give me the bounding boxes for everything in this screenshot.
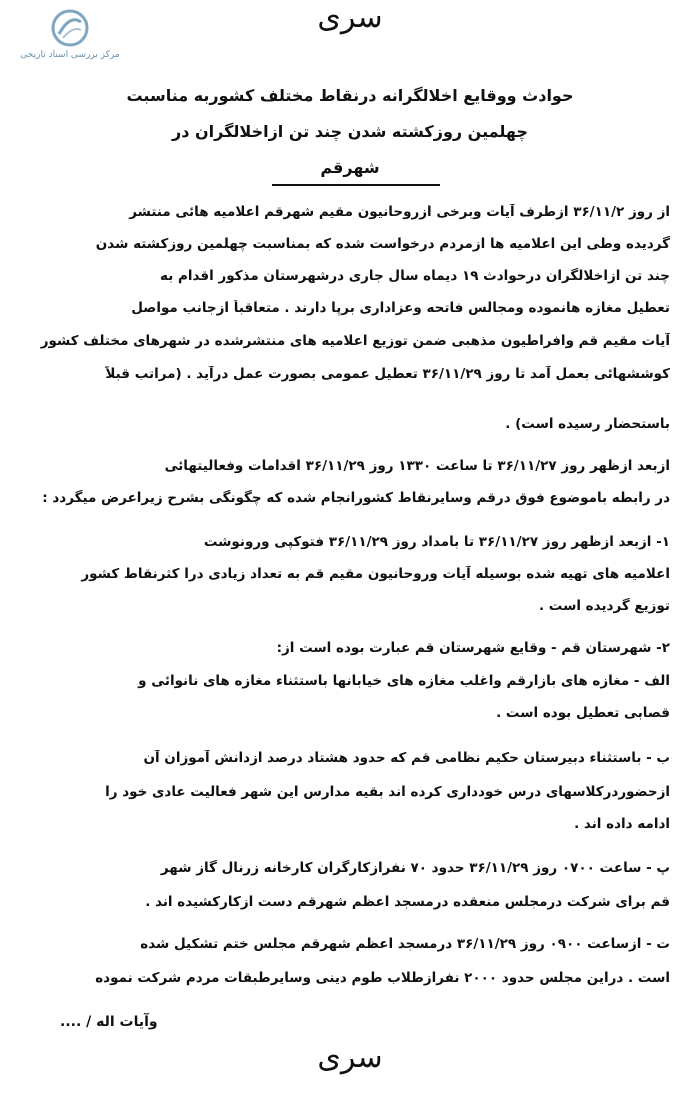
body-line: قصابی تعطیل بوده است . [496,705,670,721]
body-line: باستحضار رسیده است) . [505,416,670,432]
body-line: توزیع گردیده است . [538,598,670,614]
body-line: گردیده وطی این اعلامیه ها ازمردم درخواست شده که بمناسبت چهلمین روزکشته شدن [95,236,670,252]
body-line: تعطیل مغازه هانموده ومجالس فاتحه وعزاداری برپا دارند . متعاقباً ازجانب مواصل [131,300,670,316]
body-line: ت - ازساعت ۰۹۰۰ روز ۳۶/۱۱/۲۹ درمسجد اعظم شهرقم مجلس ختم تشکیل شده [140,936,670,952]
title-line-2: چهلمین روزکشته شدن چند تن ازاخلالگران در [172,122,528,141]
body-line: قم برای شرکت درمجلس منعقده درمسجد اعظم شهرقم دست ازکارکشیده اند . [145,894,670,910]
body-line: کوششهائی بعمل آمد تا روز ۳۶/۱۱/۲۹ تعطیل عمومی بصورت عمل درآید . (مراتب قبلاً [105,366,670,382]
body-line: ازبعد ازظهر روز ۳۶/۱۱/۲۷ تا ساعت ۱۳۳۰ روز ۳۶/۱۱/۲۹ اقدامات وفعالیتهائی [164,458,670,474]
body-line: پ - ساعت ۰۷۰۰ روز ۳۶/۱۱/۲۹ حدود ۷۰ نفرازکارگران کارخانه زرنال گاز شهر [160,860,670,876]
body-line: ب - باستثناء دبیرستان حکیم نظامی قم که حدود هشتاد درصد ازدانش آموزان آن [143,750,670,766]
title-line-1: حوادث ووقایع اخلالگرانه درنقاط مختلف کشوربه مناسبت [126,86,574,105]
body-line: است . دراین مجلس حدود ۲۰۰۰ نفرازطلاب طوم دینی وسایرطبقات مردم شرکت نموده [95,970,670,986]
classification-top: سری [317,0,383,35]
body-line: اعلامیه های تهیه شده بوسیله آیات وروحانیون مقیم قم به تعداد زیادی درا کثرنقاط کشور [81,566,670,582]
body-line: الف - مغازه های بازارقم واغلب مغازه های خیابانها باستثناء مغازه های نانوائی و [138,673,670,689]
body-line: ۱- ازبعد ازظهر روز ۳۶/۱۱/۲۷ تا بامداد روز ۳۶/۱۱/۲۹ فتوکپی ورونوشت [203,534,670,550]
body-line: آیات مقیم قم وافراطیون مذهبی ضمن توزیع اعلامیه های منتشرشده در شهرهای مختلف کشور [40,333,670,349]
body-line: چند تن ازاخلالگران درحوادث ۱۹ دیماه سال جاری درشهرستان مذکور اقدام به [160,268,670,284]
archive-logo-text: مرکز بررسی اسناد تاریخی [20,50,120,60]
closing-line: وآیات اله / .... [60,1014,158,1030]
body-line: در رابطه باموضوع فوق درقم وسایرنقاط کشورانجام شده که چگونگی بشرح زیراعرض میگردد : [42,490,670,506]
classification-bottom: سری [317,1040,383,1075]
body-line: از روز ۳۶/۱۱/۲ ازطرف آیات وبرخی ازروحانیون مقیم شهرقم اعلامیه هائی منتشر [129,204,670,220]
body-line: ازحضوردرکلاسهای درس خودداری کرده اند بقیه مدارس این شهر فعالیت عادی خود را [105,784,670,800]
body-line: ادامه داده اند . [574,816,670,832]
body-line: ۲- شهرستان قم - وقایع شهرستان قم عبارت بوده است از: [276,640,670,656]
title-line-3: شهرقم [320,158,380,177]
title-underline [272,184,440,186]
